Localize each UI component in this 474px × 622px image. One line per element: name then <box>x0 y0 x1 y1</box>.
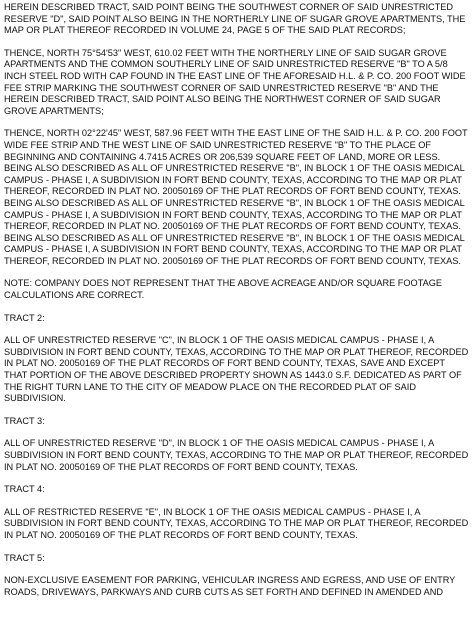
tract-3-heading: TRACT 3: <box>4 415 45 426</box>
legal-description-paragraph: THENCE, NORTH 02°22'45" WEST, 587.96 FEET WITH THE EAST LINE OF THE SAID H.L. & P. CO. 200 FOOT WIDE FEE STRIP AND THE WEST LINE OF SAID UNRESTRICTED RESERVE "B" TO THE PLACE OF BEGINNING AND CONTAINING 4.7415 ACRES OR 206,539 SQUARE FEET OF LAND, MORE OR LESS. BEING ALSO DESCRIBED AS ALL OF UNRESTRICTED RESERVE "B", IN BLOCK 1 OF THE OASIS MEDICAL CAMPUS - PHASE I, A SUBDIVISION IN FORT BEND COUNTY, TEXAS, ACCORDING TO THE MAP OR PLAT THEREOF, RECORDED IN PLAT NO. 20050169 OF THE PLAT RECORDS OF FORT BEND COUNTY, TEXAS. BEING ALSO DESCRIBED AS ALL OF UNRESTRICTED RESERVE "B", IN BLOCK 1 OF THE OASIS MEDICAL CAMPUS - PHASE I, A SUBDIVISION IN FORT BEND COUNTY, TEXAS, ACCORDING TO THE MAP OR PLAT THEREOF, RECORDED IN PLAT NO. 20050169 OF THE PLAT RECORDS OF FORT BEND COUNTY, TEXAS. BEING ALSO DESCRIBED AS ALL OF UNRESTRICTED RESERVE "B", IN BLOCK 1 OF THE OASIS MEDICAL CAMPUS - PHASE I, A SUBDIVISION IN FORT BEND COUNTY, TEXAS, ACCORDING TO THE MAP OR PLAT THEREOF, RECORDED IN PLAT NO. 20050169 OF THE PLAT RECORDS OF FORT BEND COUNTY, TEXAS. <box>4 128 468 266</box>
tract-4-heading: TRACT 4: <box>4 484 45 495</box>
tract-3-description: ALL OF UNRESTRICTED RESERVE "D", IN BLOCK 1 OF THE OASIS MEDICAL CAMPUS - PHASE I, A SUBDIVISION IN FORT BEND COUNTY, TEXAS, ACCORDING TO THE MAP OR PLAT THEREOF, RECORDED IN PLAT NO. 20050169 OF THE PLAT RECORDS OF FORT BEND COUNTY, TEXAS. <box>4 438 469 472</box>
tract-4-description: ALL OF RESTRICTED RESERVE "E", IN BLOCK 1 OF THE OASIS MEDICAL CAMPUS - PHASE I, A SUBDIVISION IN FORT BEND COUNTY, TEXAS, ACCORDING TO THE MAP OR PLAT THEREOF, RECORDED IN PLAT NO. 20050169 OF THE PLAT RECORDS OF FORT BEND COUNTY, TEXAS. <box>4 506 469 540</box>
legal-description-paragraph: HEREIN DESCRIBED TRACT, SAID POINT BEING THE SOUTHWEST CORNER OF SAID UNRESTRICTED RESERVE "D", SAID POINT ALSO BEING IN THE NORTHERLY LINE OF SUGAR GROVE APARTMENTS, THE MAP OR PLAT THEREOF RECORDED IN VOLUME 24, PAGE 5 OF THE SAID PLAT RECORDS; <box>4 2 466 36</box>
tract-5-description: NON-EXCLUSIVE EASEMENT FOR PARKING, VEHICULAR INGRESS AND EGRESS, AND USE OF ENTRY ROADS, DRIVEWAYS, PARKWAYS AND CURB CUTS AS SET FORTH AND DEFINED IN AMENDED AND <box>4 575 456 597</box>
tract-2-description: ALL OF UNRESTRICTED RESERVE "C", IN BLOCK 1 OF THE OASIS MEDICAL CAMPUS - PHASE I, A SUBDIVISION IN FORT BEND COUNTY, TEXAS, ACCORDING TO THE MAP OR PLAT THEREOF, RECORDED IN PLAT NO. 20050169 OF THE PLAT RECORDS OF FORT BEND COUNTY, TEXAS, SAVE AND EXCEPT THAT PORTION OF THE ABOVE DESCRIBED PROPERTY SHOWN AS 1443.0 S.F. DEDICATED AS PART OF THE RIGHT TURN LANE TO THE CITY OF MEADOW PLACE ON THE RECORDED PLAT OF SAID SUBDIVISION. <box>4 335 469 404</box>
tract-5-heading: TRACT 5: <box>4 552 45 563</box>
legal-description-paragraph: THENCE, NORTH 75°54'53" WEST, 610.02 FEET WITH THE NORTHERLY LINE OF SAID SUGAR GROVE APARTMENTS AND THE COMMON SOUTHERLY LINE OF SAID UNRESTRICTED RESERVE "B" TO A 5/8 INCH STEEL ROD WITH CAP FOUND IN THE EAST LINE OF THE AFORESAID H.L. & P. CO. 200 FOOT WIDE FEE STRIP MARKING THE SOUTHWEST CORNER OF SAID UNRESTRICTED RESERVE "B" AND THE HEREIN DESCRIBED TRACT, SAID POINT ALSO BEING THE NORTHWEST CORNER OF SAID SUGAR GROVE APARTMENTS; <box>4 47 466 116</box>
document-page <box>4 2 470 609</box>
note-paragraph: NOTE: COMPANY DOES NOT REPRESENT THAT THE ABOVE ACREAGE AND/OR SQUARE FOOTAGE CALCULATIONS ARE CORRECT. <box>4 278 443 301</box>
tract-2-heading: TRACT 2: <box>4 312 45 323</box>
